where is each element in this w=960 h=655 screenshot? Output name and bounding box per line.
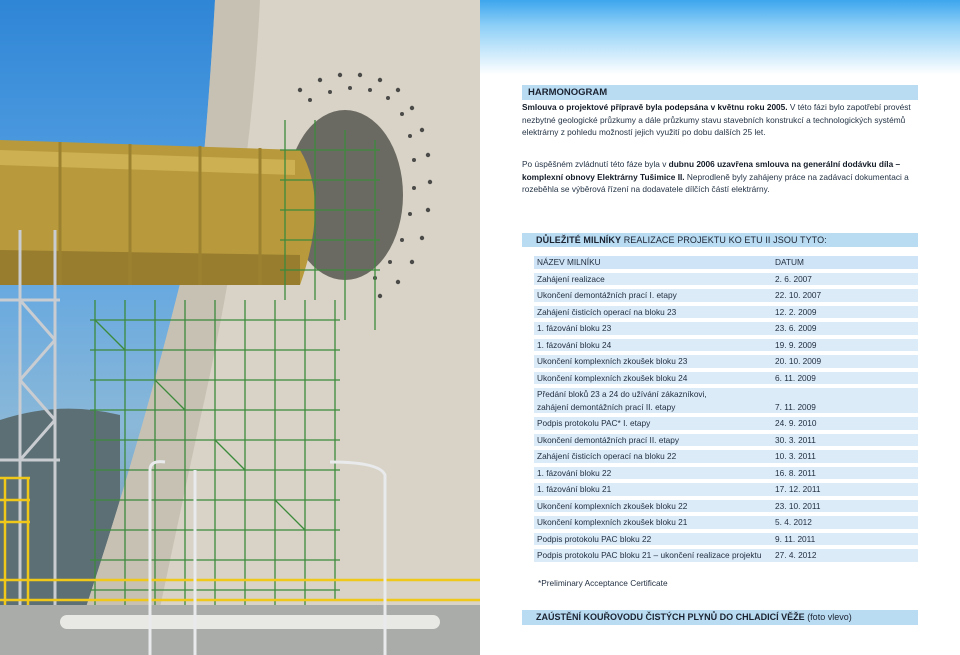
milestone-name: 1. fázování bloku 24 [537, 339, 612, 350]
milestone-name: 1. fázování bloku 23 [537, 323, 612, 333]
milestones-heading-rest: REALIZACE PROJEKTU KO ETU II JSOU TYTO: [621, 235, 827, 245]
paragraph-schedule-1 [522, 101, 922, 139]
milestone-date: 9. 11. 2011 [775, 533, 816, 544]
paragraph-1-bold: Smlouva o projektové přípravě byla podepsána v květnu roku 2005. [522, 102, 788, 112]
milestone-name: Ukončení komplexních zkoušek bloku 21 [537, 517, 688, 527]
milestone-name: Ukončení komplexních zkoušek bloku 22 [537, 500, 688, 511]
milestone-name: Ukončení demontážních prací II. etapy [537, 434, 680, 445]
column-header-name: NÁZEV MILNÍKU [537, 257, 601, 267]
milestone-date: 6. 11. 2009 [775, 372, 816, 383]
milestones-heading-bold: DŮLEŽITÉ MILNÍKY [536, 235, 622, 245]
table-row [534, 450, 918, 463]
table-row [534, 355, 918, 368]
table-row [534, 483, 918, 496]
milestone-date: 20. 10. 2009 [775, 356, 822, 366]
table-row [534, 500, 918, 513]
milestone-name: Zahájení realizace [537, 273, 605, 284]
milestone-date: 7. 11. 2009 [775, 401, 816, 412]
paragraph-schedule-2 [522, 158, 922, 196]
paragraph-2-lead: Po úspěšném zvládnutí této fáze byla v [522, 159, 669, 169]
milestone-name: Podpis protokolu PAC* I. etapy [537, 418, 651, 428]
milestone-date: 5. 4. 2012 [775, 517, 812, 527]
paragraph-1-text: V této fázi bylo zapotřebí provést nezbytné geologické průzkumy a dále průzkumy stavu stavebních konstrukcí a technologických systémů elektrárny z pohledu možností jejich využití po dobu dalších 25 let. [522, 102, 911, 138]
milestone-date: 12. 2. 2009 [775, 306, 817, 317]
table-row [534, 273, 918, 286]
table-row [534, 306, 918, 319]
milestone-date: 23. 10. 2011 [775, 500, 821, 511]
milestone-name: Zahájení čisticích operací na bloku 22 [537, 451, 677, 461]
milestone-date: 27. 4. 2012 [775, 550, 817, 560]
table-row [534, 467, 918, 480]
table-row [534, 516, 918, 529]
section-heading-schedule: HARMONOGRAM [522, 85, 918, 100]
caption-bold: ZAÚSTĚNÍ KOUŘOVODU ČISTÝCH PLYNŮ DO CHLADICÍ VĚŽE [536, 612, 805, 622]
footnote: *Preliminary Acceptance Certificate [538, 578, 668, 588]
paragraph-2-text: Neprodleně byly zahájeny práce na zadávací dokumentaci a rozeběhla se výběrová řízení na dodavatele dílčích částí elektrárny. [522, 171, 909, 195]
milestone-name: Předání bloků 23 a 24 do užívání zákazníkovi, zahájení demontážních prací II. etapy [537, 389, 707, 412]
paragraph-2-bold: dubnu 2006 uzavřena smlouva na generální dodávku díla – komplexní obnovy Elektrárny Tušimice II. [522, 159, 901, 182]
milestone-date: 19. 9. 2009 [775, 339, 817, 350]
milestone-date: 10. 3. 2011 [775, 451, 816, 461]
photo-caption [522, 610, 918, 625]
milestone-name: Ukončení demontážních prací I. etapy [537, 290, 677, 300]
table-row [534, 372, 918, 385]
milestone-date: 16. 8. 2011 [775, 467, 816, 478]
milestone-date: 24. 9. 2010 [775, 418, 817, 428]
milestones-table [534, 256, 918, 566]
column-header-date: DATUM [775, 257, 804, 267]
section-heading-milestones [522, 233, 918, 247]
milestone-name: Podpis protokolu PAC bloku 22 [537, 533, 652, 544]
table-row [534, 322, 918, 335]
milestone-name: Zahájení čisticích operací na bloku 23 [537, 306, 677, 317]
milestone-date: 22. 10. 2007 [775, 290, 822, 300]
table-row [534, 339, 918, 352]
table-row [534, 533, 918, 546]
table-row [534, 417, 918, 430]
milestone-date: 17. 12. 2011 [775, 484, 821, 494]
table-header-row [534, 256, 918, 269]
milestone-name: 1. fázování bloku 21 [537, 484, 612, 494]
milestone-name: Ukončení komplexních zkoušek bloku 24 [537, 372, 688, 383]
table-row [534, 549, 918, 562]
milestone-date: 23. 6. 2009 [775, 323, 817, 333]
milestone-name: Ukončení komplexních zkoušek bloku 23 [537, 356, 688, 366]
milestone-name: 1. fázování bloku 22 [537, 467, 612, 478]
table-row [534, 289, 918, 302]
milestone-name: Podpis protokolu PAC bloku 21 – ukončení realizace projektu [537, 550, 762, 560]
table-row [534, 434, 918, 447]
milestone-date: 30. 3. 2011 [775, 434, 816, 445]
sky-strip [480, 0, 960, 75]
milestone-date: 2. 6. 2007 [775, 273, 812, 284]
table-row [534, 388, 918, 413]
caption-rest: (foto vlevo) [804, 612, 852, 622]
